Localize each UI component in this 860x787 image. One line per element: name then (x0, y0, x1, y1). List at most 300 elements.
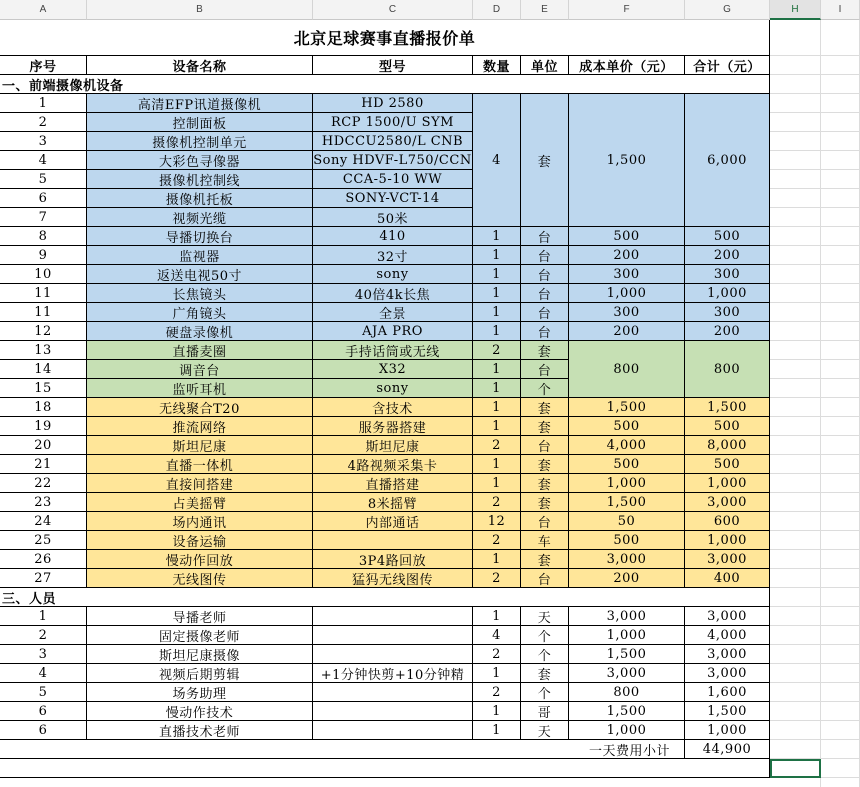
empty-cell[interactable] (770, 132, 821, 151)
empty-cell[interactable] (770, 75, 821, 94)
qty-cell[interactable]: 1 (473, 474, 521, 493)
header-seq[interactable]: 序号 (0, 56, 87, 75)
row-no[interactable]: 22 (0, 474, 87, 493)
empty-cell[interactable] (821, 626, 860, 645)
equipment-name[interactable]: 控制面板 (87, 113, 313, 132)
row-no[interactable]: 1 (0, 94, 87, 113)
model-cell[interactable] (313, 683, 473, 702)
row-no[interactable]: 2 (0, 626, 87, 645)
empty-cell[interactable] (821, 531, 860, 550)
empty-cell[interactable] (770, 721, 821, 740)
empty-cell[interactable] (821, 75, 860, 94)
price-cell[interactable]: 300 (569, 265, 685, 284)
total-cell[interactable]: 3,000 (685, 664, 770, 683)
total-cell[interactable]: 500 (685, 227, 770, 246)
empty-cell[interactable] (770, 778, 821, 787)
model-cell[interactable]: 32寸 (313, 246, 473, 265)
row-no[interactable]: 3 (0, 645, 87, 664)
row-no[interactable]: 1 (0, 607, 87, 626)
column-header-e[interactable]: E (521, 0, 569, 20)
price-cell[interactable]: 1,500 (569, 398, 685, 417)
empty-cell[interactable] (770, 569, 821, 588)
qty-cell[interactable]: 2 (473, 569, 521, 588)
qty-cell[interactable]: 1 (473, 550, 521, 569)
model-cell[interactable]: 全景 (313, 303, 473, 322)
staff-role[interactable]: 固定摄像老师 (87, 626, 313, 645)
unit-cell[interactable]: 台 (521, 512, 569, 531)
row-no[interactable]: 3 (0, 132, 87, 151)
model-cell[interactable]: CCA-5-10 WW (313, 170, 473, 189)
unit-cell[interactable]: 天 (521, 721, 569, 740)
equipment-name[interactable]: 直接间搭建 (87, 474, 313, 493)
qty-cell[interactable]: 1 (473, 455, 521, 474)
empty-cell[interactable] (770, 550, 821, 569)
column-header-b[interactable]: B (87, 0, 313, 20)
unit-cell[interactable]: 台 (521, 360, 569, 379)
unit-cell[interactable]: 台 (521, 303, 569, 322)
total-cell[interactable]: 1,600 (685, 683, 770, 702)
equipment-name[interactable]: 导播切换台 (87, 227, 313, 246)
equipment-name[interactable]: 视频光缆 (87, 208, 313, 227)
active-cell-cursor[interactable] (770, 759, 821, 778)
empty-cell[interactable] (821, 20, 860, 56)
empty-cell[interactable] (770, 588, 821, 607)
model-cell[interactable]: HD 2580 (313, 94, 473, 113)
unit-cell[interactable]: 台 (521, 265, 569, 284)
row-no[interactable]: 10 (0, 265, 87, 284)
price-cell[interactable]: 1,500 (569, 493, 685, 512)
price-cell[interactable]: 200 (569, 569, 685, 588)
price-cell[interactable]: 200 (569, 322, 685, 341)
model-cell[interactable]: sony (313, 265, 473, 284)
column-header-f[interactable]: F (569, 0, 685, 20)
model-cell[interactable] (313, 721, 473, 740)
model-cell[interactable]: X32 (313, 360, 473, 379)
empty-cell[interactable] (821, 208, 860, 227)
unit-cell[interactable]: 套 (521, 550, 569, 569)
row-no[interactable]: 26 (0, 550, 87, 569)
total-cell[interactable]: 4,000 (685, 626, 770, 645)
model-cell[interactable]: 410 (313, 227, 473, 246)
empty-cell[interactable] (821, 379, 860, 398)
price-cell[interactable]: 800 (569, 341, 685, 398)
equipment-name[interactable]: 直播一体机 (87, 455, 313, 474)
model-cell[interactable]: 直播搭建 (313, 474, 473, 493)
empty-cell[interactable] (821, 588, 860, 607)
unit-cell[interactable]: 个 (521, 645, 569, 664)
qty-cell[interactable]: 1 (473, 284, 521, 303)
unit-cell[interactable]: 台 (521, 246, 569, 265)
staff-role[interactable]: 直播技术老师 (87, 721, 313, 740)
total-cell[interactable]: 600 (685, 512, 770, 531)
column-header-d[interactable]: D (473, 0, 521, 20)
qty-cell[interactable]: 1 (473, 227, 521, 246)
qty-cell[interactable]: 1 (473, 360, 521, 379)
unit-cell[interactable]: 套 (521, 94, 569, 227)
empty-cell[interactable] (821, 550, 860, 569)
empty-cell[interactable] (821, 702, 860, 721)
price-cell[interactable]: 200 (569, 246, 685, 265)
empty-cell[interactable] (770, 607, 821, 626)
empty-cell[interactable] (821, 94, 860, 113)
empty-cell[interactable] (770, 664, 821, 683)
empty-cell[interactable] (821, 398, 860, 417)
total-cell[interactable]: 800 (685, 341, 770, 398)
empty-cell[interactable] (770, 740, 821, 759)
row-no[interactable]: 11 (0, 284, 87, 303)
empty-cell[interactable] (821, 227, 860, 246)
empty-cell[interactable] (770, 284, 821, 303)
qty-cell[interactable]: 2 (473, 531, 521, 550)
equipment-name[interactable]: 慢动作回放 (87, 550, 313, 569)
unit-cell[interactable]: 车 (521, 531, 569, 550)
section-title[interactable]: 一、前端摄像机设备 (0, 75, 770, 94)
row-no[interactable]: 4 (0, 151, 87, 170)
equipment-name[interactable]: 摄像机托板 (87, 189, 313, 208)
equipment-name[interactable]: 直播麦圈 (87, 341, 313, 360)
total-cell[interactable]: 1,000 (685, 531, 770, 550)
empty-cell[interactable] (770, 645, 821, 664)
total-cell[interactable]: 3,000 (685, 550, 770, 569)
model-cell[interactable]: 4路视频采集卡 (313, 455, 473, 474)
total-cell[interactable]: 6,000 (685, 94, 770, 227)
empty-cell[interactable] (821, 170, 860, 189)
total-cell[interactable]: 1,500 (685, 398, 770, 417)
model-cell[interactable] (313, 645, 473, 664)
price-cell[interactable]: 300 (569, 303, 685, 322)
row-no[interactable]: 13 (0, 341, 87, 360)
unit-cell[interactable]: 套 (521, 474, 569, 493)
equipment-name[interactable]: 斯坦尼康 (87, 436, 313, 455)
equipment-name[interactable]: 摄像机控制单元 (87, 132, 313, 151)
equipment-name[interactable]: 大彩色寻像器 (87, 151, 313, 170)
unit-cell[interactable]: 天 (521, 607, 569, 626)
row-no[interactable]: 25 (0, 531, 87, 550)
unit-cell[interactable]: 套 (521, 493, 569, 512)
equipment-name[interactable]: 摄像机控制线 (87, 170, 313, 189)
equipment-name[interactable]: 广角镜头 (87, 303, 313, 322)
row-no[interactable]: 5 (0, 683, 87, 702)
empty-cell[interactable] (821, 474, 860, 493)
column-header-g[interactable]: G (685, 0, 770, 20)
empty-cell[interactable] (770, 417, 821, 436)
price-cell[interactable]: 1,500 (569, 702, 685, 721)
empty-cell[interactable] (770, 322, 821, 341)
equipment-name[interactable]: 无线聚合T20 (87, 398, 313, 417)
total-cell[interactable]: 1,500 (685, 702, 770, 721)
model-cell[interactable]: 40倍4k长焦 (313, 284, 473, 303)
empty-cell[interactable] (821, 778, 860, 787)
empty-cell[interactable] (770, 398, 821, 417)
empty-cell[interactable] (770, 436, 821, 455)
empty-cell[interactable] (770, 113, 821, 132)
price-cell[interactable]: 1,000 (569, 474, 685, 493)
model-cell[interactable]: 猛犸无线图传 (313, 569, 473, 588)
price-cell[interactable]: 500 (569, 455, 685, 474)
price-cell[interactable]: 1,000 (569, 626, 685, 645)
model-cell[interactable] (313, 531, 473, 550)
model-cell[interactable]: HDCCU2580/L CNB (313, 132, 473, 151)
empty-cell[interactable] (770, 455, 821, 474)
column-header-h[interactable]: H (770, 0, 821, 20)
empty-cell[interactable] (770, 151, 821, 170)
equipment-name[interactable]: 调音台 (87, 360, 313, 379)
row-no[interactable]: 18 (0, 398, 87, 417)
unit-cell[interactable]: 个 (521, 379, 569, 398)
unit-cell[interactable]: 套 (521, 341, 569, 360)
empty-cell[interactable] (770, 170, 821, 189)
unit-cell[interactable]: 台 (521, 284, 569, 303)
empty-cell[interactable] (821, 322, 860, 341)
price-cell[interactable]: 1,000 (569, 721, 685, 740)
row-no[interactable]: 21 (0, 455, 87, 474)
model-cell[interactable]: 服务器搭建 (313, 417, 473, 436)
equipment-name[interactable]: 场内通讯 (87, 512, 313, 531)
row-no[interactable]: 20 (0, 436, 87, 455)
price-cell[interactable]: 500 (569, 227, 685, 246)
qty-cell[interactable]: 1 (473, 702, 521, 721)
row-no[interactable]: 4 (0, 664, 87, 683)
empty-cell[interactable] (770, 379, 821, 398)
total-cell[interactable]: 300 (685, 265, 770, 284)
row-no[interactable]: 9 (0, 246, 87, 265)
qty-cell[interactable]: 1 (473, 721, 521, 740)
empty-cell[interactable] (821, 303, 860, 322)
total-cell[interactable]: 3,000 (685, 645, 770, 664)
empty-cell[interactable] (821, 56, 860, 75)
empty-cell[interactable] (821, 512, 860, 531)
row-no[interactable]: 12 (0, 322, 87, 341)
empty-cell[interactable] (770, 246, 821, 265)
empty-cell[interactable] (821, 113, 860, 132)
qty-cell[interactable]: 4 (473, 94, 521, 227)
row-no[interactable]: 11 (0, 303, 87, 322)
header-name[interactable]: 设备名称 (87, 56, 313, 75)
row-no[interactable]: 6 (0, 721, 87, 740)
row-no[interactable]: 6 (0, 702, 87, 721)
header-total[interactable]: 合计（元） (685, 56, 770, 75)
empty-cell[interactable] (821, 455, 860, 474)
row-no[interactable]: 24 (0, 512, 87, 531)
total-cell[interactable]: 200 (685, 246, 770, 265)
empty-cell[interactable] (821, 436, 860, 455)
empty-cell[interactable] (770, 493, 821, 512)
empty-cell[interactable] (821, 151, 860, 170)
empty-cell[interactable] (770, 265, 821, 284)
price-cell[interactable]: 1,500 (569, 645, 685, 664)
header-unit[interactable]: 单位 (521, 56, 569, 75)
total-cell[interactable]: 1,000 (685, 474, 770, 493)
unit-cell[interactable]: 台 (521, 322, 569, 341)
empty-cell[interactable] (821, 740, 860, 759)
unit-cell[interactable]: 套 (521, 664, 569, 683)
unit-cell[interactable]: 台 (521, 227, 569, 246)
qty-cell[interactable]: 2 (473, 341, 521, 360)
empty-cell[interactable] (821, 417, 860, 436)
model-cell[interactable]: sony (313, 379, 473, 398)
empty-row[interactable] (0, 759, 770, 778)
qty-cell[interactable]: 12 (473, 512, 521, 531)
section-title[interactable]: 三、人员 (0, 588, 770, 607)
row-no[interactable]: 2 (0, 113, 87, 132)
empty-cell[interactable] (821, 607, 860, 626)
model-cell[interactable]: RCP 1500/U SYM (313, 113, 473, 132)
row-no[interactable]: 6 (0, 189, 87, 208)
empty-cell[interactable] (821, 683, 860, 702)
total-cell[interactable]: 1,000 (685, 721, 770, 740)
model-cell[interactable] (313, 607, 473, 626)
empty-cell[interactable] (821, 189, 860, 208)
empty-cell[interactable] (770, 227, 821, 246)
empty-cell[interactable] (770, 360, 821, 379)
price-cell[interactable]: 50 (569, 512, 685, 531)
equipment-name[interactable]: 硬盘录像机 (87, 322, 313, 341)
row-no[interactable]: 27 (0, 569, 87, 588)
price-cell[interactable]: 4,000 (569, 436, 685, 455)
model-cell[interactable]: 50米 (313, 208, 473, 227)
unit-cell[interactable]: 个 (521, 683, 569, 702)
model-cell[interactable]: AJA PRO (313, 322, 473, 341)
staff-role[interactable]: 场务助理 (87, 683, 313, 702)
model-cell[interactable]: 8米摇臂 (313, 493, 473, 512)
equipment-name[interactable]: 高清EFP讯道摄像机 (87, 94, 313, 113)
model-cell[interactable]: +1分钟快剪+10分钟精 (313, 664, 473, 683)
equipment-name[interactable]: 推流网络 (87, 417, 313, 436)
qty-cell[interactable]: 2 (473, 493, 521, 512)
qty-cell[interactable]: 1 (473, 607, 521, 626)
price-cell[interactable]: 1,500 (569, 94, 685, 227)
row-no[interactable]: 5 (0, 170, 87, 189)
empty-cell[interactable] (821, 132, 860, 151)
model-cell[interactable] (313, 702, 473, 721)
empty-cell[interactable] (770, 626, 821, 645)
staff-role[interactable]: 斯坦尼康摄像 (87, 645, 313, 664)
column-header-a[interactable]: A (0, 0, 87, 20)
total-cell[interactable]: 500 (685, 417, 770, 436)
unit-cell[interactable]: 台 (521, 436, 569, 455)
empty-cell[interactable] (821, 360, 860, 379)
staff-role[interactable]: 慢动作技术 (87, 702, 313, 721)
total-cell[interactable]: 8,000 (685, 436, 770, 455)
empty-cell[interactable] (770, 94, 821, 113)
total-cell[interactable]: 3,000 (685, 607, 770, 626)
unit-cell[interactable]: 套 (521, 398, 569, 417)
price-cell[interactable]: 500 (569, 531, 685, 550)
subtotal-value[interactable]: 44,900 (685, 740, 770, 759)
price-cell[interactable]: 1,000 (569, 284, 685, 303)
model-cell[interactable]: 3P4路回放 (313, 550, 473, 569)
subtotal-label[interactable]: 一天费用小计 (0, 740, 685, 759)
empty-cell[interactable] (821, 284, 860, 303)
qty-cell[interactable]: 1 (473, 398, 521, 417)
empty-cell[interactable] (770, 303, 821, 322)
empty-cell[interactable] (821, 664, 860, 683)
empty-cell[interactable] (770, 702, 821, 721)
empty-cell[interactable] (770, 20, 821, 56)
qty-cell[interactable]: 2 (473, 645, 521, 664)
qty-cell[interactable]: 4 (473, 626, 521, 645)
qty-cell[interactable]: 2 (473, 436, 521, 455)
empty-cell[interactable] (770, 56, 821, 75)
equipment-name[interactable]: 设备运输 (87, 531, 313, 550)
empty-cell[interactable] (770, 341, 821, 360)
total-cell[interactable]: 3,000 (685, 493, 770, 512)
qty-cell[interactable]: 1 (473, 417, 521, 436)
sheet-title[interactable]: 北京足球赛事直播报价单 (0, 20, 770, 56)
empty-cell[interactable] (821, 721, 860, 740)
empty-cell[interactable] (821, 246, 860, 265)
empty-cell[interactable] (821, 759, 860, 778)
empty-cell[interactable] (770, 683, 821, 702)
unit-cell[interactable]: 台 (521, 569, 569, 588)
equipment-name[interactable]: 返送电视50寸 (87, 265, 313, 284)
price-cell[interactable]: 3,000 (569, 664, 685, 683)
row-no[interactable]: 7 (0, 208, 87, 227)
empty-cell[interactable] (821, 265, 860, 284)
price-cell[interactable]: 3,000 (569, 607, 685, 626)
model-cell[interactable]: 含技术 (313, 398, 473, 417)
price-cell[interactable]: 500 (569, 417, 685, 436)
unit-cell[interactable]: 哥 (521, 702, 569, 721)
qty-cell[interactable]: 1 (473, 322, 521, 341)
empty-cell[interactable] (821, 341, 860, 360)
staff-role[interactable]: 导播老师 (87, 607, 313, 626)
empty-cell[interactable] (770, 512, 821, 531)
unit-cell[interactable]: 套 (521, 455, 569, 474)
column-header-i[interactable]: I (821, 0, 860, 20)
total-cell[interactable]: 200 (685, 322, 770, 341)
row-no[interactable]: 14 (0, 360, 87, 379)
qty-cell[interactable]: 1 (473, 265, 521, 284)
qty-cell[interactable]: 1 (473, 664, 521, 683)
model-cell[interactable]: 手持话筒或无线 (313, 341, 473, 360)
total-cell[interactable]: 1,000 (685, 284, 770, 303)
unit-cell[interactable]: 个 (521, 626, 569, 645)
price-cell[interactable]: 800 (569, 683, 685, 702)
empty-cell[interactable] (821, 645, 860, 664)
unit-cell[interactable]: 套 (521, 417, 569, 436)
row-no[interactable]: 23 (0, 493, 87, 512)
qty-cell[interactable]: 2 (473, 683, 521, 702)
qty-cell[interactable]: 1 (473, 379, 521, 398)
total-cell[interactable]: 300 (685, 303, 770, 322)
empty-cell[interactable] (770, 208, 821, 227)
header-model[interactable]: 型号 (313, 56, 473, 75)
header-qty[interactable]: 数量 (473, 56, 521, 75)
qty-cell[interactable]: 1 (473, 303, 521, 322)
model-cell[interactable]: Sony HDVF-L750/CCN (313, 151, 473, 170)
total-cell[interactable]: 400 (685, 569, 770, 588)
header-price[interactable]: 成本单价（元） (569, 56, 685, 75)
price-cell[interactable]: 3,000 (569, 550, 685, 569)
staff-role[interactable]: 视频后期剪辑 (87, 664, 313, 683)
empty-cell[interactable] (821, 493, 860, 512)
empty-cell[interactable] (770, 531, 821, 550)
equipment-name[interactable]: 无线图传 (87, 569, 313, 588)
empty-cell[interactable] (821, 569, 860, 588)
equipment-name[interactable]: 监听耳机 (87, 379, 313, 398)
model-cell[interactable]: SONY-VCT-14 (313, 189, 473, 208)
equipment-name[interactable]: 长焦镜头 (87, 284, 313, 303)
equipment-name[interactable]: 监视器 (87, 246, 313, 265)
row-no[interactable]: 15 (0, 379, 87, 398)
model-cell[interactable]: 斯坦尼康 (313, 436, 473, 455)
equipment-name[interactable]: 占美摇臂 (87, 493, 313, 512)
total-cell[interactable]: 500 (685, 455, 770, 474)
row-no[interactable]: 8 (0, 227, 87, 246)
column-header-c[interactable]: C (313, 0, 473, 20)
qty-cell[interactable]: 1 (473, 246, 521, 265)
